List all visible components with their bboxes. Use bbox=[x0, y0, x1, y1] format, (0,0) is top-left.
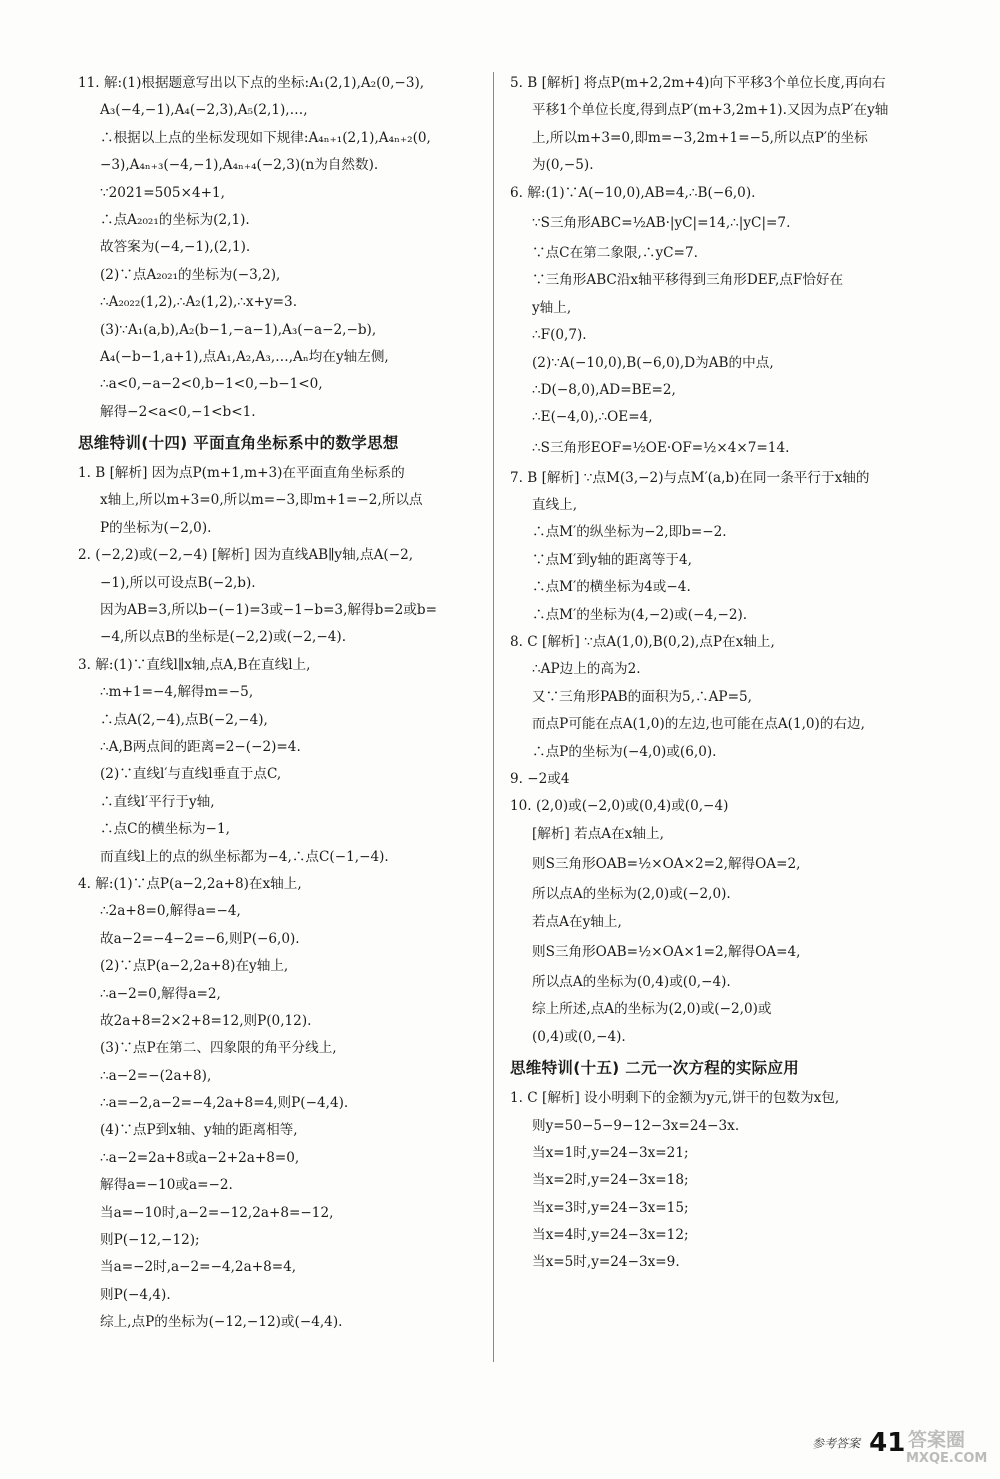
answer-line: ∴点M′的横坐标为4或−4. bbox=[532, 579, 691, 596]
page-number: 41 bbox=[869, 1428, 906, 1458]
answer-line: 当x=5时,y=24−3x=9. bbox=[532, 1254, 680, 1271]
answer-line: (4)∵点P到x轴、y轴的距离相等, bbox=[100, 1122, 298, 1139]
answer-line: 则P(−12,−12); bbox=[100, 1232, 200, 1249]
answer-line: 上,所以m+3=0,即m=−3,2m+1=−5,所以点P′的坐标 bbox=[532, 129, 868, 146]
answer-line: [解析] 若点A在x轴上, bbox=[532, 825, 664, 842]
answer-line: 因为AB=3,所以b−(−1)=3或−1−b=3,解得b=2或b= bbox=[100, 602, 438, 619]
answer-line: 为(0,−5). bbox=[532, 157, 594, 174]
answer-line: 故a−2=−4−2=−6,则P(−6,0). bbox=[100, 930, 300, 947]
answer-line: A₄(−b−1,a+1),点A₁,A₂,A₃,…,Aₙ均在y轴左侧, bbox=[100, 348, 389, 365]
answer-line: (2)∵点A₂₀₂₁的坐标为(−3,2), bbox=[100, 266, 281, 283]
answer-item: 1. B [解析] 因为点P(m+1,m+3)在平面直角坐标系的 bbox=[78, 465, 405, 482]
answer-line: 则P(−4,4). bbox=[100, 1286, 171, 1303]
answer-item: 5. B [解析] 将点P(m+2,2m+4)向下平移3个单位长度,再向右 bbox=[510, 75, 886, 91]
answer-line: ∴a−2=2a+8或a−2+2a+8=0, bbox=[100, 1149, 300, 1166]
answer-item: 2. (−2,2)或(−2,−4) [解析] 因为直线AB∥y轴,点A(−2, bbox=[78, 547, 414, 564]
answer-line: 当x=4时,y=24−3x=12; bbox=[532, 1227, 689, 1244]
answer-line: 而直线l上的点的纵坐标都为−4,∴点C(−1,−4). bbox=[100, 848, 389, 865]
answer-line: (2)∵点P(a−2,2a+8)在y轴上, bbox=[100, 958, 289, 975]
answer-line: 故2a+8=2×2+8=12,则P(0,12). bbox=[100, 1012, 312, 1029]
answer-line: 解得a=−10或a=−2. bbox=[100, 1177, 233, 1194]
watermark-logo bbox=[900, 1425, 995, 1475]
answer-line: ∴AP边上的高为2. bbox=[532, 661, 641, 678]
page-footer bbox=[812, 1428, 905, 1468]
answer-line: 综上所述,点A的坐标为(2,0)或(−2,0)或 bbox=[532, 1001, 772, 1018]
answer-item: 1. C [解析] 设小明剩下的金额为y元,饼干的包数为x包, bbox=[510, 1090, 840, 1107]
answer-line: 则S三角形OAB=½×OA×2=2,解得OA=2, bbox=[532, 856, 801, 873]
column-divider bbox=[493, 72, 494, 1362]
answer-item: 6. 解:(1)∵A(−10,0),AB=4,∴B(−6,0). bbox=[510, 184, 756, 201]
answer-line: ∴S三角形EOF=½OE·OF=½×4×7=14. bbox=[532, 439, 790, 456]
answer-line: −4,所以点B的坐标是(−2,2)或(−2,−4). bbox=[100, 629, 347, 646]
answer-line: ∴A,B两点间的距离=2−(−2)=4. bbox=[100, 738, 301, 755]
section-heading: 思维特训(十四) 平面直角坐标系中的数学思想 bbox=[78, 434, 399, 453]
answer-line: ∵三角形ABC沿x轴平移得到三角形DEF,点F恰好在 bbox=[532, 272, 844, 289]
answer-line: ∴a<0,−a−2<0,b−1<0,−b−1<0, bbox=[100, 376, 323, 393]
answer-line: 若点A在y轴上, bbox=[532, 913, 622, 930]
answer-line: ∴点P的坐标为(−4,0)或(6,0). bbox=[532, 743, 717, 760]
answer-line: ∵点M′到y轴的距离等于4, bbox=[532, 551, 692, 568]
answer-item: 11. 解:(1)根据题意写出以下点的坐标:A₁(2,1),A₂(0,−3), bbox=[78, 75, 425, 91]
watermark-title: 答案圈 bbox=[908, 1429, 966, 1451]
answer-line: −3),A₄ₙ₊₃(−4,−1),A₄ₙ₊₄(−2,3)(n为自然数). bbox=[100, 157, 379, 174]
answer-item: 10. (2,0)或(−2,0)或(0,4)或(0,−4) bbox=[510, 798, 729, 815]
answer-item: 3. 解:(1)∵直线l∥x轴,点A,B在直线l上, bbox=[78, 656, 311, 673]
left-column bbox=[78, 70, 488, 1337]
answer-line: ∴m+1=−4,解得m=−5, bbox=[100, 684, 254, 701]
answer-line: (3)∵A₁(a,b),A₂(b−1,−a−1),A₃(−a−2,−b), bbox=[100, 321, 377, 338]
answer-line: ∴点M′的坐标为(4,−2)或(−4,−2). bbox=[532, 606, 748, 623]
answer-line: 所以点A的坐标为(2,0)或(−2,0). bbox=[532, 886, 731, 903]
answer-line: x轴上,所以m+3=0,所以m=−3,即m+1=−2,所以点 bbox=[100, 492, 423, 509]
answer-line: (0,4)或(0,−4). bbox=[532, 1028, 626, 1045]
watermark-url: MXQE.COM bbox=[906, 1451, 988, 1466]
answer-line: 解得−2<a<0,−1<b<1. bbox=[100, 403, 256, 420]
answer-line: 平移1个单位长度,得到点P′(m+3,2m+1).又因为点P′在y轴 bbox=[532, 102, 889, 119]
right-column bbox=[510, 70, 925, 1277]
answer-line: A₃(−4,−1),A₄(−2,3),A₅(2,1),…, bbox=[100, 102, 308, 119]
answer-line: 当x=1时,y=24−3x=21; bbox=[532, 1144, 689, 1161]
answer-line: −1),所以可设点B(−2,b). bbox=[100, 574, 256, 591]
answer-line: (2)∵直线l′与直线l垂直于点C, bbox=[100, 766, 282, 783]
section-heading: 思维特训(十五) 二元一次方程的实际应用 bbox=[510, 1059, 800, 1078]
answer-line: 则S三角形OAB=½×OA×1=2,解得OA=4, bbox=[532, 943, 801, 960]
answer-line: 当a=−10时,a−2=−12,2a+8=−12, bbox=[100, 1204, 334, 1221]
answer-line: ∴点A₂₀₂₁的坐标为(2,1). bbox=[100, 211, 250, 228]
answer-line: ∴F(0,7). bbox=[532, 327, 587, 344]
answer-line: 当x=3时,y=24−3x=15; bbox=[532, 1199, 689, 1216]
answer-item: 4. 解:(1)∵点P(a−2,2a+8)在x轴上, bbox=[78, 875, 302, 892]
answer-line: 所以点A的坐标为(0,4)或(0,−4). bbox=[532, 973, 731, 990]
answer-line: 综上,点P的坐标为(−12,−12)或(−4,4). bbox=[100, 1314, 343, 1331]
answer-line: 当x=2时,y=24−3x=18; bbox=[532, 1172, 689, 1189]
answer-line: P的坐标为(−2,0). bbox=[100, 519, 212, 536]
answer-line: ∴A₂₀₂₂(1,2),∴A₂(1,2),∴x+y=3. bbox=[100, 294, 298, 311]
answer-item: 9. −2或4 bbox=[510, 770, 570, 787]
answer-line: (2)∵A(−10,0),B(−6,0),D为AB的中点, bbox=[532, 354, 774, 371]
answer-line: 直线上, bbox=[532, 497, 578, 514]
answer-line: ∴点C的横坐标为−1, bbox=[100, 821, 230, 838]
answer-line: ∴2a+8=0,解得a=−4, bbox=[100, 903, 241, 920]
answer-line: ∴点A(2,−4),点B(−2,−4), bbox=[100, 711, 268, 728]
answer-line: ∵S三角形ABC=½AB·|yC|=14,∴|yC|=7. bbox=[532, 214, 791, 231]
answer-line: ∴a=−2,a−2=−4,2a+8=4,则P(−4,4). bbox=[100, 1095, 349, 1112]
answer-line: ∵点C在第二象限,∴yC=7. bbox=[532, 244, 698, 261]
answer-line: 而点P可能在点A(1,0)的左边,也可能在点A(1,0)的右边, bbox=[532, 716, 865, 733]
footer-label: 参考答案 bbox=[812, 1436, 861, 1451]
answer-line: 故答案为(−4,−1),(2,1). bbox=[100, 239, 251, 256]
answer-line: ∴a−2=−(2a+8), bbox=[100, 1067, 212, 1084]
answer-item: 7. B [解析] ∵点M(3,−2)与点M′(a,b)在同一条平行于x轴的 bbox=[510, 469, 870, 486]
answer-line: 当a=−2时,a−2=−4,2a+8=4, bbox=[100, 1259, 297, 1276]
answer-line: ∴D(−8,0),AD=BE=2, bbox=[532, 381, 676, 398]
answer-line: ∴a−2=0,解得a=2, bbox=[100, 985, 221, 1002]
answer-line: ∴根据以上点的坐标发现如下规律:A₄ₙ₊₁(2,1),A₄ₙ₊₂(0, bbox=[100, 129, 431, 146]
answer-line: 又∵三角形PAB的面积为5,∴AP=5, bbox=[532, 688, 752, 705]
answer-line: y轴上, bbox=[532, 299, 572, 316]
answer-line: ∴点M′的纵坐标为−2,即b=−2. bbox=[532, 524, 727, 541]
answer-line: ∴E(−4,0),∴OE=4, bbox=[532, 409, 653, 426]
answer-item: 8. C [解析] ∵点A(1,0),B(0,2),点P在x轴上, bbox=[510, 634, 775, 651]
answer-line: (3)∵点P在第二、四象限的角平分线上, bbox=[100, 1040, 337, 1057]
answer-line: ∴直线l′平行于y轴, bbox=[100, 793, 215, 810]
answer-line: ∵2021=505×4+1, bbox=[100, 184, 225, 201]
answer-line: 则y=50−5−9−12−3x=24−3x. bbox=[532, 1117, 740, 1134]
